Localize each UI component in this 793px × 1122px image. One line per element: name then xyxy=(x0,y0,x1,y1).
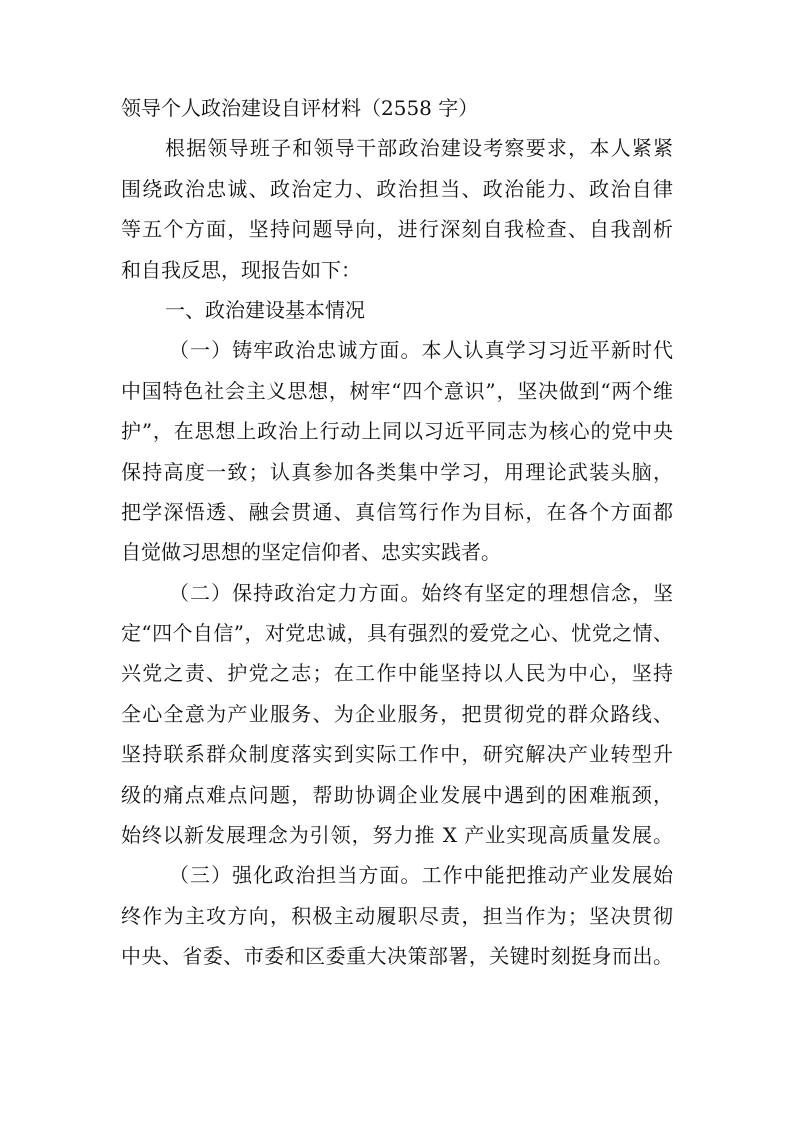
intro-paragraph xyxy=(121,128,673,290)
intro-line: 等五个方面，坚持问题导向，进行深刻自我检查、自我剖析 xyxy=(121,217,673,242)
paragraph-line: 保持高度一致；认真参加各类集中学习，用理论武装头脑， xyxy=(121,459,673,484)
paragraph-line: （三）强化政治担当方面。工作中能把推动产业发展始 xyxy=(169,863,673,888)
paragraph-line: 坚持联系群众制度落实到实际工作中，研究解决产业转型升 xyxy=(121,742,673,767)
paragraph-political-responsibility xyxy=(121,855,673,976)
paragraph-line: 护”，在思想上政治上行动上同以习近平同志为核心的党中央 xyxy=(121,419,673,444)
intro-line: 和自我反思，现报告如下： xyxy=(121,257,361,282)
intro-line: 围绕政治忠诚、政治定力、政治担当、政治能力、政治自律 xyxy=(121,176,673,201)
paragraph-political-loyalty xyxy=(121,330,673,572)
paragraph-political-stability xyxy=(121,573,673,856)
paragraph-line: 自觉做习思想的坚定信仰者、忠实实践者。 xyxy=(121,540,501,565)
paragraph-line: 中国特色社会主义思想，树牢“四个意识”，坚决做到“两个维 xyxy=(121,378,673,403)
paragraph-line: 把学深悟透、融会贯通、真信笃行作为目标，在各个方面都 xyxy=(121,499,673,524)
document-body xyxy=(121,88,673,977)
paragraph-line: 全心全意为产业服务、为企业服务，把贯彻党的群众路线、 xyxy=(121,701,673,726)
paragraph-line: 兴党之责、护党之志；在工作中能坚持以人民为中心，坚持 xyxy=(121,661,673,686)
paragraph-line: （二）保持政治定力方面。始终有坚定的理想信念，坚 xyxy=(169,580,673,605)
section-heading: 一、政治建设基本情况 xyxy=(165,297,365,322)
paragraph-line: 中央、省委、市委和区委重大决策部署，关键时刻挺身而出。 xyxy=(121,944,673,969)
paragraph-line: 定“四个自信”，对党忠诚，具有强烈的爱党之心、忧党之情、 xyxy=(121,621,673,646)
paragraph-line: 终作为主攻方向，积极主动履职尽责，担当作为；坚决贯彻 xyxy=(121,903,673,928)
paragraph-line: 级的痛点难点问题，帮助协调企业发展中遇到的困难瓶颈， xyxy=(121,782,673,807)
intro-line: 根据领导班子和领导干部政治建设考察要求，本人紧紧 xyxy=(165,136,673,161)
paragraph-line: 始终以新发展理念为引领，努力推 X 产业实现高质量发展。 xyxy=(121,823,673,848)
document-title: 领导个人政治建设自评材料（2558 字） xyxy=(121,96,479,120)
paragraph-line: （一）铸牢政治忠诚方面。本人认真学习习近平新时代 xyxy=(169,338,673,363)
